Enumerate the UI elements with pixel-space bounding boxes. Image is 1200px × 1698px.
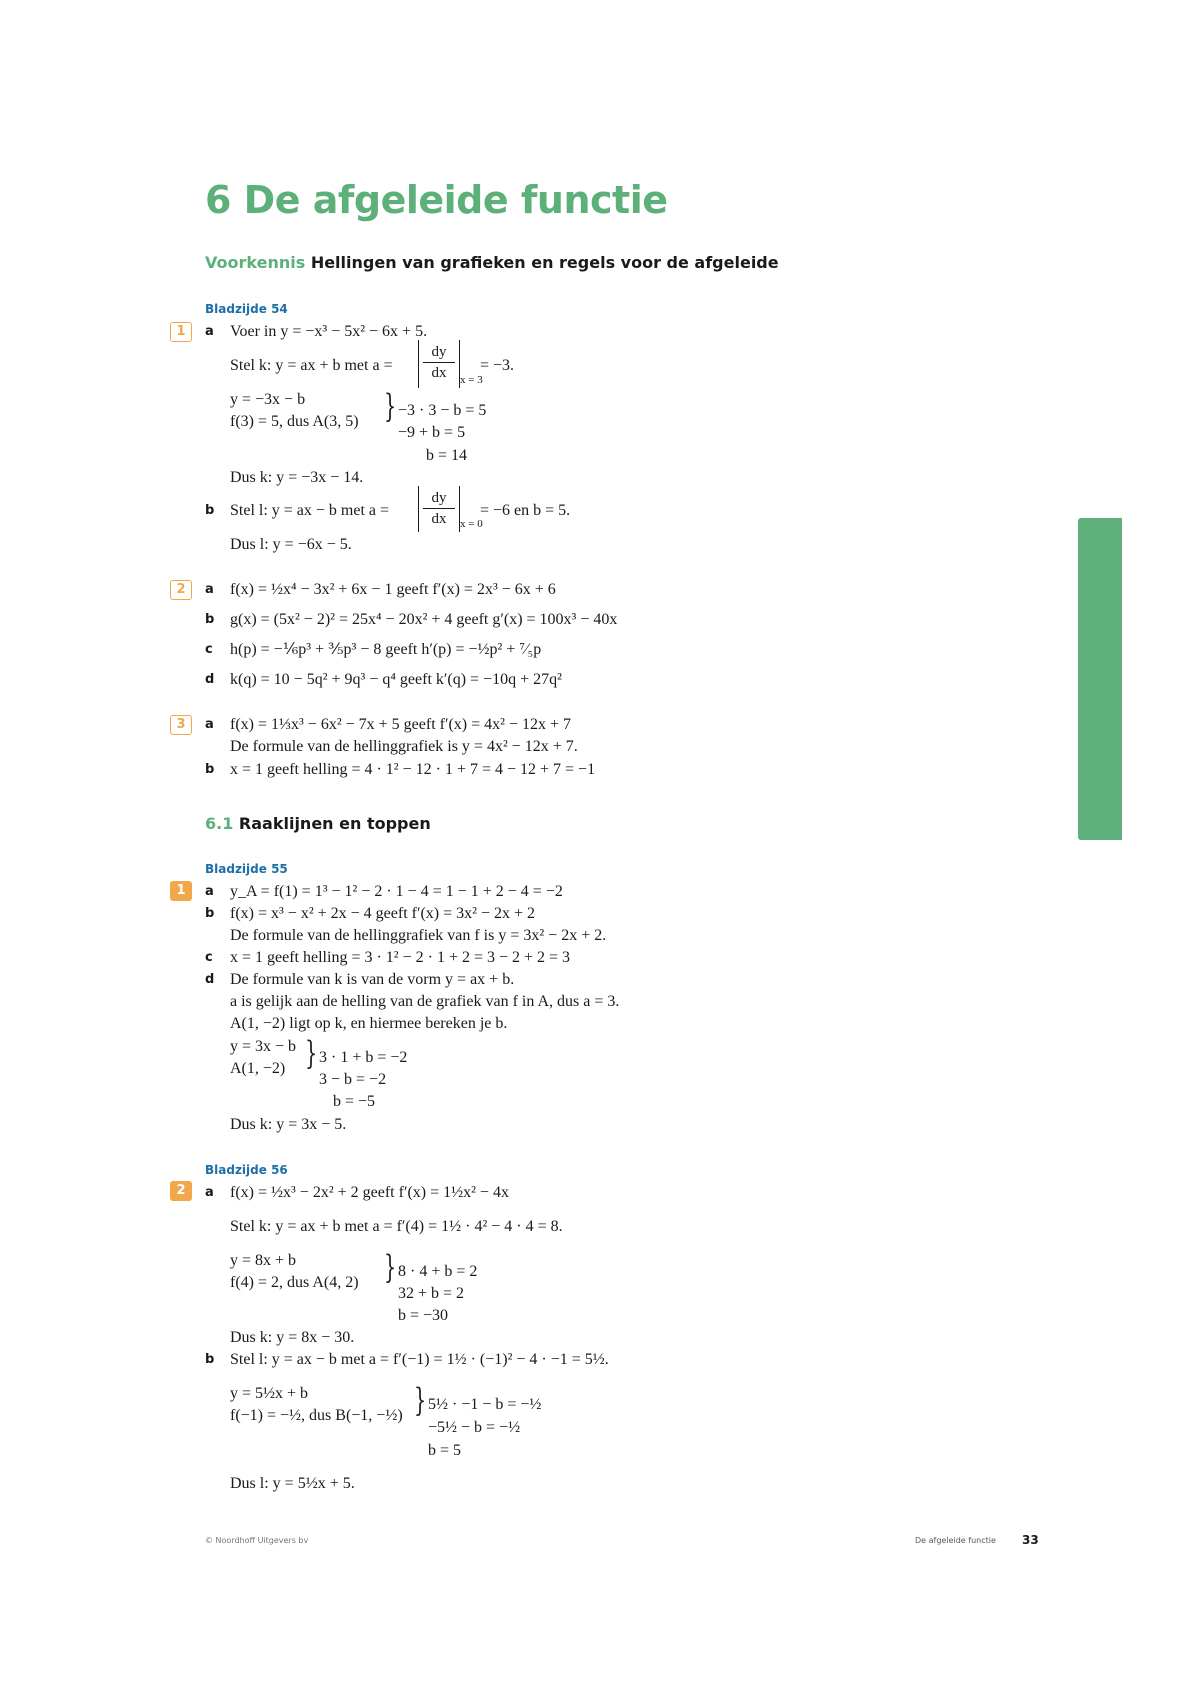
solution-line: f(x) = 1⅓x³ − 6x² − 7x + 5 geeft f′(x) = 4x² − 12x + 7 [230,716,571,733]
exercise-number: 2 [170,1181,192,1201]
section-heading [205,814,431,833]
system-line: 32 + b = 2 [398,1285,465,1302]
solution-line: g(x) = (5x² − 2)² = 25x⁴ − 20x² + 4 geeft g′(x) = 100x³ − 40x [230,611,618,628]
solution-line: Dus l: y = 5½x + 5. [230,1475,355,1492]
solution-line: x = 1 geeft helling = 3 · 1² − 2 · 1 + 2 = 3 − 2 + 2 = 3 [230,949,571,966]
solution-line: a is gelijk aan de helling van de grafiek van f in A, dus a = 3. [230,993,620,1010]
derivative-denominator: dx [431,365,447,381]
exercise-number: 1 [170,322,192,342]
solution-line: A(1, −2) ligt op k, en hiermee bereken je b. [230,1015,508,1032]
part-label: d [205,672,215,687]
solution-line: f(x) = ½x³ − 2x² + 2 geeft f′(x) = 1½x² − 4x [230,1184,509,1201]
solution-line: Voer in y = −x³ − 5x² − 6x + 5. [230,323,428,340]
derivative-subscript: x = 0 [460,518,483,530]
part-label: b [205,503,215,518]
system-line: −3 · 3 − b = 5 [398,402,487,419]
system-line: f(4) = 2, dus A(4, 2) [230,1274,359,1291]
brace: } [384,1248,397,1286]
solution-line: f(x) = ½x⁴ − 3x² + 6x − 1 geeft f′(x) = 2x³ − 6x + 6 [230,581,556,598]
part-label: b [205,906,215,921]
part-label: a [205,1185,214,1200]
solution-line: Stel l: y = ax − b met a = [230,502,390,519]
footer-copyright: © Noordhoff Uitgevers bv [205,1536,309,1545]
chapter-title: 6 De afgeleide functie [205,178,668,222]
system-line: 3 · 1 + b = −2 [319,1049,408,1066]
page-reference: Bladzijde 56 [205,1163,288,1177]
part-label: b [205,612,215,627]
brace: } [414,1381,427,1419]
system-line: −5½ − b = −½ [428,1419,521,1436]
section-number: 6.1 [205,814,234,833]
system-line: y = 3x − b [230,1038,297,1055]
solution-line: Dus l: y = −6x − 5. [230,536,352,553]
solution-line: Stel l: y = ax − b met a = f′(−1) = 1½ · (−1)² − 4 · −1 = 5½. [230,1351,609,1368]
system-line: A(1, −2) [230,1060,286,1077]
solution-line: Stel k: y = ax + b met a = [230,357,393,374]
system-line: b = −5 [333,1093,376,1110]
section-title: Raaklijnen en toppen [238,814,431,833]
system-line: 8 · 4 + b = 2 [398,1263,478,1280]
derivative-bracket [418,340,460,388]
brace: } [384,387,397,425]
part-label: b [205,1352,215,1367]
footer-chapter-name: De afgeleide functie [915,1536,996,1545]
exercise-number: 1 [170,881,192,901]
part-label: d [205,972,215,987]
chapter-side-tab [1078,518,1122,840]
page-reference: Bladzijde 55 [205,862,288,876]
system-line: b = 14 [426,447,468,464]
derivative-bracket [418,486,460,532]
part-label: a [205,324,214,339]
solution-line: y_A = f(1) = 1³ − 1² − 2 · 1 − 4 = 1 − 1 + 2 − 4 = −2 [230,883,563,900]
solution-line: x = 1 geeft helling = 4 · 1² − 12 · 1 + 7 = 4 − 12 + 7 = −1 [230,761,596,778]
page-reference: Bladzijde 54 [205,302,288,316]
exercise-number: 3 [170,715,192,735]
part-label: c [205,950,213,965]
derivative-numerator: dy [423,488,455,509]
derivative-numerator: dy [423,342,455,363]
part-label: a [205,884,214,899]
system-line: 5½ · −1 − b = −½ [428,1396,542,1413]
system-line: y = −3x − b [230,391,306,408]
solution-line: Dus k: y = 8x − 30. [230,1329,355,1346]
solution-line: Dus k: y = 3x − 5. [230,1116,347,1133]
solution-line: Stel k: y = ax + b met a = f′(4) = 1½ · 4² − 4 · 4 = 8. [230,1218,563,1235]
part-label: a [205,717,214,732]
voorkennis-heading [205,253,779,272]
solution-line: h(p) = −⅙p³ + ⅗p³ − 8 geeft h′(p) = −½p² + ⁷⁄₅p [230,641,542,658]
voorkennis-label: Voorkennis [205,253,306,272]
solution-line: De formule van de hellinggrafiek is y = 4x² − 12x + 7. [230,738,578,755]
solution-line: Dus k: y = −3x − 14. [230,469,364,486]
part-label: a [205,582,214,597]
brace: } [305,1034,318,1072]
system-line: b = 5 [428,1442,462,1459]
page-number: 33 [1022,1533,1039,1547]
system-line: y = 5½x + b [230,1385,309,1402]
system-line: f(3) = 5, dus A(3, 5) [230,413,359,430]
derivative-denominator: dx [431,511,447,527]
exercise-number: 2 [170,580,192,600]
system-line: f(−1) = −½, dus B(−1, −½) [230,1407,403,1424]
system-line: 3 − b = −2 [319,1071,387,1088]
system-line: −9 + b = 5 [398,424,466,441]
solution-line: k(q) = 10 − 5q² + 9q³ − q⁴ geeft k′(q) = −10q + 27q² [230,671,562,688]
part-label: b [205,762,215,777]
system-line: y = 8x + b [230,1252,297,1269]
solution-line: = −3. [480,357,515,374]
voorkennis-title: Hellingen van grafieken en regels voor de afgeleide [310,253,779,272]
solution-line: De formule van de hellinggrafiek van f is y = 3x² − 2x + 2. [230,927,607,944]
system-line: b = −30 [398,1307,449,1324]
solution-line: f(x) = x³ − x² + 2x − 4 geeft f′(x) = 3x² − 2x + 2 [230,905,535,922]
derivative-subscript: x = 3 [460,374,483,386]
solution-line: De formule van k is van de vorm y = ax + b. [230,971,515,988]
part-label: c [205,642,213,657]
solution-line: = −6 en b = 5. [480,502,571,519]
